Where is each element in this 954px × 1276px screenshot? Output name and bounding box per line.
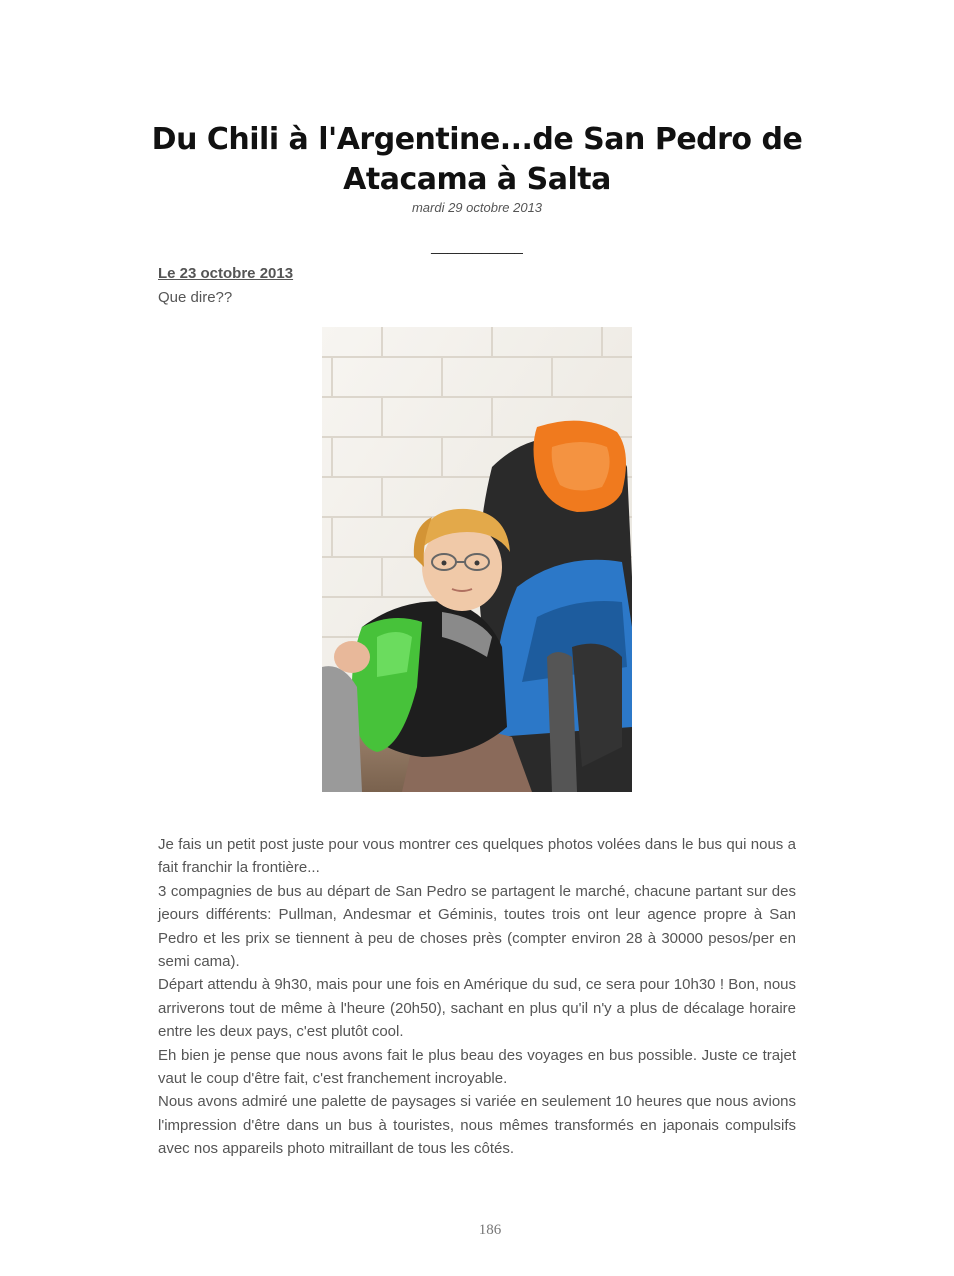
post-date: mardi 29 octobre 2013: [411, 200, 543, 215]
paragraph: Nous avons admiré une palette de paysages si variée en seulement 10 heures que nous avions l'impression d'être dans un bus à touristes, nous mêmes transformés en japonais compulsifs avec nos appareils photo mitraillant de tous les côtés.: [158, 1093, 796, 1158]
paragraph: Départ attendu à 9h30, mais pour une fois en Amérique du sud, ce sera pour 10h30 ! Bon, nous arriverons tout de même à l'heure (20h50), sachant en plus qu'il n'y a plus de décalage horaire entre les deux pays, c'est plutôt cool.: [158, 976, 796, 1041]
post-title: Du Chili à l'Argentine...de San Pedro de Atacama à Salta: [151, 122, 803, 197]
paragraph: Je fais un petit post juste pour vous montrer ces quelques photos volées dans le bus qui nous a fait franchir la frontière...: [158, 836, 796, 877]
separator-line: ___________: [431, 238, 523, 255]
intro-text: Que dire??: [158, 289, 233, 306]
paragraph: 3 compagnies de bus au départ de San Pedro se partagent le marché, chacune partant sur des jeours différents: Pullman, Andesmar et Géminis, toutes trois ont leur agence propre à San Pedro et les prix se tiennent à peu de choses près (compter environ 28 à 30000 pesos/per en semi cama).: [158, 882, 796, 971]
entry-date-heading: Le 23 octobre 2013: [158, 265, 294, 282]
post-body: [158, 833, 796, 1161]
photo-boy-with-backpacks: [322, 327, 632, 792]
paragraph: Eh bien je pense que nous avons fait le plus beau des voyages en bus possible. Juste ce trajet vaut le coup d'être fait, c'est franchement incroyable.: [158, 1046, 796, 1088]
page-number: 186: [478, 1222, 502, 1238]
